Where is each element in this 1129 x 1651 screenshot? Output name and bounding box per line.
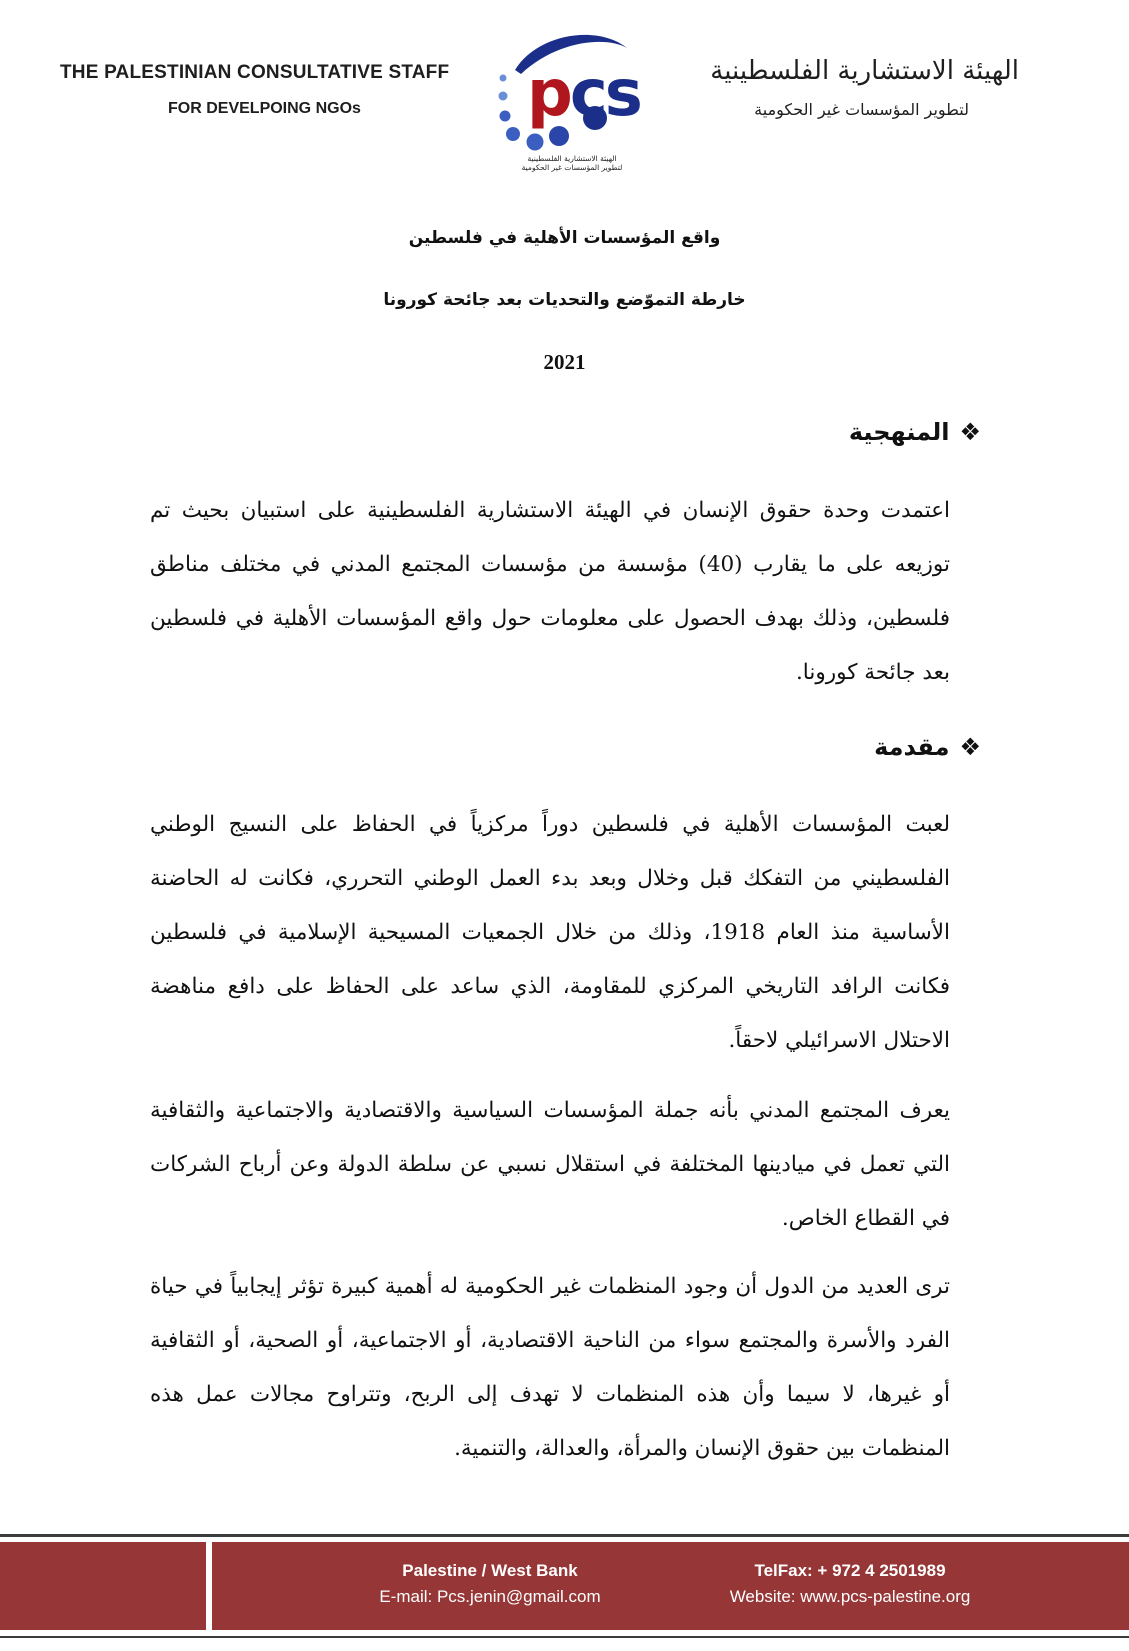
section-heading-introduction (874, 733, 981, 761)
diamond-bullet-icon: ❖ (959, 733, 981, 761)
document-subtitle: خارطة التموّضع والتحديات بعد جائحة كورونا (383, 290, 746, 310)
footer-top-rule (0, 1534, 1129, 1537)
logo-wordmark: pcs (527, 57, 640, 131)
paragraph-intro-3: ترى العديد من الدول أن وجود المنظمات غير الحكومية له أهمية كبيرة تؤثر إيجابياً في حياة الفرد والأسرة والمجتمع سواء من الناحية الاقتصادية، أو الاجتماعية، أو الصحية، أو الثقافية أو غيرها، لا سيما وأن هذه المنظمات لا تهدف إلى الربح، وتتراوح مجالات عمل هذه المنظمات بين حقوق الإنسان والمرأة، والعدالة، والتنمية. (150, 1274, 950, 1461)
paragraph-methodology: اعتمدت وحدة حقوق الإنسان في الهيئة الاستشارية الفلسطينية على استبيان بحيث تم توزيعه على ما يقارب (40) مؤسسة من مؤسسات المجتمع المدني في مختلف مناطق فلسطين، وذلك بهدف الحصول على معلومات حول واقع المؤسسات الأهلية في فلسطين بعد جائحة كورونا. (150, 498, 950, 685)
org-name-english (60, 62, 480, 118)
document-year: 2021 (543, 350, 586, 374)
paragraph-intro-1: لعبت المؤسسات الأهلية في فلسطين دوراً مركزياً في الحفاظ على النسيج الوطني الفلسطيني من التفكك قبل وخلال وبعد بدء العمل الوطني التحرري، فكانت له الحاضنة الأساسية منذ العام 1918، وذلك من خلال الجمعيات المسيحية الإسلامية في فلسطين فكانت الرافد التاريخي المركزي للمقاومة، الذي ساعد على الحفاظ على دافع مناهضة الاحتلال الاسرائيلي لاحقاً. (150, 812, 950, 1053)
footer-location: Palestine / West Bank (402, 1561, 578, 1580)
footer-website: Website: www.pcs-palestine.org (729, 1587, 971, 1606)
footer-email: E-mail: Pcs.jenin@gmail.com (379, 1587, 601, 1606)
section-heading-methodology (849, 418, 981, 446)
logo-caption (497, 154, 647, 172)
section-heading-text: مقدمة (874, 733, 950, 761)
footer-contact-right (700, 1558, 1000, 1610)
org-name-english-line2: FOR DEVELPOING NGOs (168, 100, 361, 117)
footer-bottom-rule (0, 1636, 1129, 1638)
org-name-arabic-line1: الهيئة الاستشارية الفلسطينية (710, 56, 1019, 86)
footer-telfax: TelFax: + 972 4 2501989 (754, 1561, 946, 1580)
document-title: واقع المؤسسات الأهلية في فلسطين (408, 228, 721, 248)
footer-band (0, 1542, 1129, 1630)
org-name-arabic (710, 56, 1019, 119)
logo-caption-line2: لتطوير المؤسسات غير الحكومية (521, 163, 623, 172)
paragraph-intro-2: يعرف المجتمع المدني بأنه جملة المؤسسات السياسية والاقتصادية والاجتماعية والثقافية التي تعمل في ميادينها المختلفة في استقلال نسبي عن سلطة الدولة وعن أرباح الشركات في القطاع الخاص. (150, 1098, 950, 1231)
footer-contact-left (360, 1558, 620, 1610)
logo-caption-line1: الهيئة الاستشارية الفلسطينية (527, 154, 617, 163)
org-name-english-line1: THE PALESTINIAN CONSULTATIVE STAFF (60, 62, 450, 83)
pcs-logo (497, 28, 647, 178)
org-name-arabic-line2: لتطوير المؤسسات غير الحكومية (754, 100, 969, 119)
diamond-bullet-icon: ❖ (959, 418, 981, 446)
footer-divider (206, 1542, 212, 1630)
section-heading-text: المنهجية (848, 418, 950, 446)
